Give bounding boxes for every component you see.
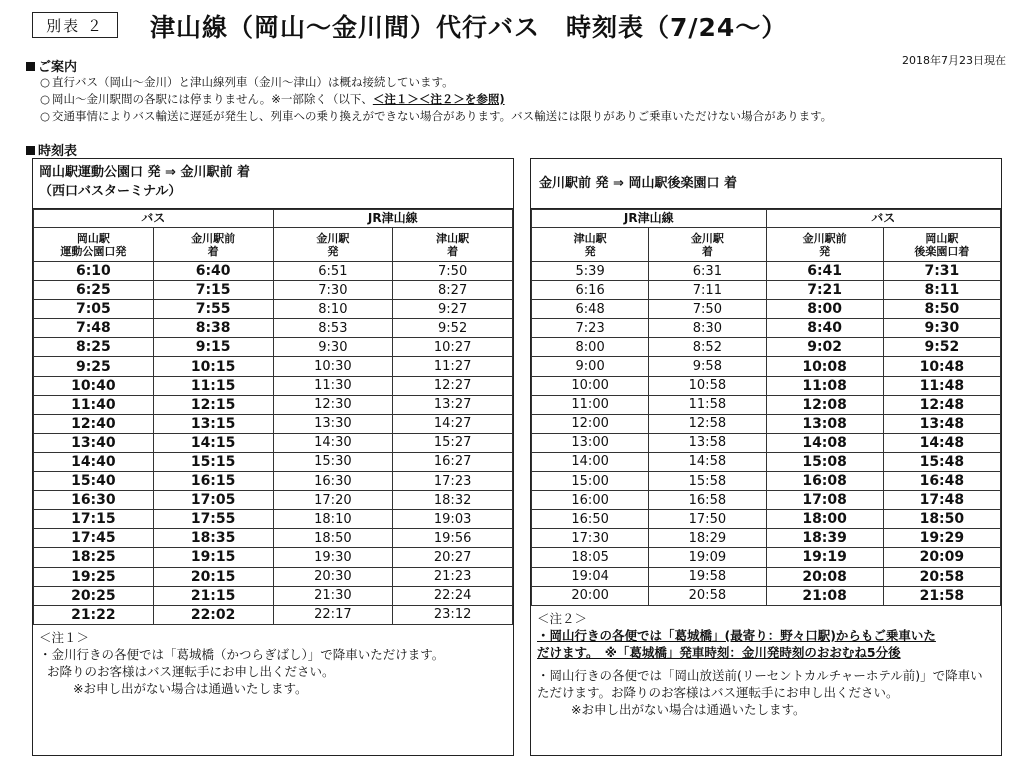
table-row [34, 548, 513, 567]
time-cell: 10:40 [34, 376, 154, 395]
table-row [532, 472, 1001, 491]
time-cell: 11:08 [766, 376, 883, 395]
time-cell: 11:00 [532, 395, 649, 414]
time-cell: 10:15 [153, 357, 273, 376]
table-row [34, 395, 513, 414]
time-cell: 21:23 [393, 567, 513, 586]
time-cell: 6:51 [273, 262, 393, 281]
time-cell: 18:50 [883, 510, 1000, 529]
time-cell: 9:00 [532, 357, 649, 376]
time-cell: 19:03 [393, 510, 513, 529]
time-cell: 12:08 [766, 395, 883, 414]
table-row [34, 338, 513, 357]
table-row [34, 357, 513, 376]
table-row [532, 529, 1001, 548]
time-cell: 18:25 [34, 548, 154, 567]
time-cell: 18:39 [766, 529, 883, 548]
time-cell: 16:27 [393, 452, 513, 471]
inbound-timetable [531, 209, 1001, 606]
jr-group-header: JR津山線 [532, 210, 767, 228]
as-of-date: 2018年7月23日現在 [902, 54, 1006, 67]
time-cell: 17:45 [34, 529, 154, 548]
time-cell: 9:25 [34, 357, 154, 376]
time-cell: 14:48 [883, 433, 1000, 452]
table-row [34, 586, 513, 605]
time-cell: 13:40 [34, 433, 154, 452]
time-cell: 7:55 [153, 300, 273, 319]
time-cell: 7:31 [883, 262, 1000, 281]
column-header: 津山駅 発 [532, 228, 649, 262]
guide-line: ○ 交通事情によりバス輸送に遅延が発生し、列車への乗り換えができない場合があります。バス輸送には限りがありご乗車いただけない場合があります。 [40, 109, 833, 123]
table-row [34, 319, 513, 338]
time-cell: 6:40 [153, 262, 273, 281]
time-cell: 18:35 [153, 529, 273, 548]
table-row [532, 300, 1001, 319]
time-cell: 21:22 [34, 605, 154, 624]
time-cell: 6:16 [532, 281, 649, 300]
time-cell: 13:15 [153, 414, 273, 433]
note-reference-link: ＜注１＞＜注２＞を参照) [372, 92, 505, 106]
time-cell: 21:08 [766, 586, 883, 605]
time-cell: 10:30 [273, 357, 393, 376]
time-cell: 18:29 [649, 529, 766, 548]
time-cell: 13:08 [766, 414, 883, 433]
time-cell: 9:15 [153, 338, 273, 357]
time-cell: 14:40 [34, 452, 154, 471]
time-cell: 8:38 [153, 319, 273, 338]
time-cell: 19:56 [393, 529, 513, 548]
inbound-route-header: 金川駅前 発 ⇒ 岡山駅後楽園口 着 [531, 159, 1001, 209]
time-cell: 18:10 [273, 510, 393, 529]
table-row [34, 414, 513, 433]
table-row [34, 510, 513, 529]
time-cell: 8:11 [883, 281, 1000, 300]
appendix-badge: 別表 ２ [32, 12, 118, 38]
time-cell: 15:48 [883, 452, 1000, 471]
time-cell: 8:52 [649, 338, 766, 357]
guide-notes [40, 74, 1000, 125]
time-cell: 11:40 [34, 395, 154, 414]
time-cell: 8:53 [273, 319, 393, 338]
time-cell: 21:15 [153, 586, 273, 605]
time-cell: 20:09 [883, 548, 1000, 567]
table-row [34, 262, 513, 281]
square-bullet-icon [26, 146, 35, 155]
column-header: 金川駅前 発 [766, 228, 883, 262]
time-cell: 7:23 [532, 319, 649, 338]
page-title: 津山線（岡山～金川間）代行バス 時刻表（7/24～） [150, 13, 788, 42]
square-bullet-icon [26, 62, 35, 71]
time-cell: 10:27 [393, 338, 513, 357]
outbound-timetable-panel [32, 158, 514, 756]
time-cell: 14:15 [153, 433, 273, 452]
time-cell: 20:08 [766, 567, 883, 586]
time-cell: 13:27 [393, 395, 513, 414]
timetable-heading: 時刻表 [26, 140, 77, 159]
time-cell: 12:15 [153, 395, 273, 414]
time-cell: 19:19 [766, 548, 883, 567]
time-cell: 19:30 [273, 548, 393, 567]
time-cell: 18:50 [273, 529, 393, 548]
time-cell: 17:48 [883, 491, 1000, 510]
time-cell: 8:10 [273, 300, 393, 319]
time-cell: 13:30 [273, 414, 393, 433]
time-cell: 9:52 [883, 338, 1000, 357]
time-cell: 9:52 [393, 319, 513, 338]
time-cell: 12:00 [532, 414, 649, 433]
time-cell: 6:10 [34, 262, 154, 281]
time-cell: 18:32 [393, 491, 513, 510]
time-cell: 14:27 [393, 414, 513, 433]
time-cell: 11:48 [883, 376, 1000, 395]
table-row [532, 395, 1001, 414]
time-cell: 17:20 [273, 491, 393, 510]
time-cell: 19:09 [649, 548, 766, 567]
table-row [532, 452, 1001, 471]
time-cell: 22:02 [153, 605, 273, 624]
time-cell: 7:21 [766, 281, 883, 300]
time-cell: 19:15 [153, 548, 273, 567]
time-cell: 9:30 [273, 338, 393, 357]
time-cell: 13:58 [649, 433, 766, 452]
time-cell: 7:05 [34, 300, 154, 319]
time-cell: 17:23 [393, 472, 513, 491]
time-cell: 18:05 [532, 548, 649, 567]
outbound-route-header: 岡山駅運動公園口 発 ⇒ 金川駅前 着 （西口バスターミナル） [33, 159, 513, 209]
time-cell: 17:08 [766, 491, 883, 510]
column-header: 金川駅前 着 [153, 228, 273, 262]
note2: ＜注２＞ ・岡山行きの各便では「葛城橋」(最寄り：野々口駅)からもご乗車いた だけます。 ※「葛城橋」発車時刻：金川発時刻のおおむね5分後 ・岡山行きの各便では「岡山放送前(リーセントカルチャーホテル前)」で降車い ただけます。お降りのお客様はバス運転手にお申し出ください。 ※お申し出がない場合は通過いたします。 [537, 610, 983, 717]
time-cell: 16:30 [273, 472, 393, 491]
table-row [532, 338, 1001, 357]
table-row [34, 300, 513, 319]
table-row [532, 548, 1001, 567]
time-cell: 8:27 [393, 281, 513, 300]
time-cell: 16:08 [766, 472, 883, 491]
table-row [532, 433, 1001, 452]
time-cell: 15:40 [34, 472, 154, 491]
time-cell: 19:58 [649, 567, 766, 586]
time-cell: 17:30 [532, 529, 649, 548]
time-cell: 12:27 [393, 376, 513, 395]
time-cell: 12:48 [883, 395, 1000, 414]
table-row [34, 567, 513, 586]
time-cell: 17:55 [153, 510, 273, 529]
time-cell: 6:48 [532, 300, 649, 319]
time-cell: 16:00 [532, 491, 649, 510]
time-cell: 16:58 [649, 491, 766, 510]
time-cell: 22:17 [273, 605, 393, 624]
table-row [34, 529, 513, 548]
time-cell: 19:29 [883, 529, 1000, 548]
table-row [34, 605, 513, 624]
time-cell: 12:58 [649, 414, 766, 433]
time-cell: 20:58 [883, 567, 1000, 586]
time-cell: 9:58 [649, 357, 766, 376]
table-row [34, 491, 513, 510]
time-cell: 21:30 [273, 586, 393, 605]
time-cell: 14:00 [532, 452, 649, 471]
time-cell: 7:50 [649, 300, 766, 319]
note1: ＜注１＞ ・金川行きの各便では「葛城橋（かつらぎばし）」で降車いただけます。 お降りのお客様はバス運転手にお申し出ください。 ※お申し出がない場合は通過いたします。 [39, 629, 445, 696]
table-row [34, 376, 513, 395]
time-cell: 7:11 [649, 281, 766, 300]
column-header: 津山駅 着 [393, 228, 513, 262]
time-cell: 14:30 [273, 433, 393, 452]
time-cell: 19:04 [532, 567, 649, 586]
jr-group-header: JR津山線 [273, 210, 513, 228]
table-row [532, 357, 1001, 376]
column-header: 金川駅 着 [649, 228, 766, 262]
time-cell: 16:50 [532, 510, 649, 529]
outbound-timetable [33, 209, 513, 625]
time-cell: 9:02 [766, 338, 883, 357]
time-cell: 7:15 [153, 281, 273, 300]
table-row [532, 319, 1001, 338]
table-row [34, 452, 513, 471]
time-cell: 7:50 [393, 262, 513, 281]
time-cell: 10:58 [649, 376, 766, 395]
time-cell: 17:05 [153, 491, 273, 510]
time-cell: 6:25 [34, 281, 154, 300]
time-cell: 11:58 [649, 395, 766, 414]
time-cell: 14:58 [649, 452, 766, 471]
time-cell: 16:48 [883, 472, 1000, 491]
table-row [532, 567, 1001, 586]
time-cell: 9:27 [393, 300, 513, 319]
time-cell: 15:08 [766, 452, 883, 471]
time-cell: 14:08 [766, 433, 883, 452]
time-cell: 16:15 [153, 472, 273, 491]
time-cell: 18:00 [766, 510, 883, 529]
table-row [532, 376, 1001, 395]
table-row [532, 281, 1001, 300]
table-row [532, 510, 1001, 529]
time-cell: 7:48 [34, 319, 154, 338]
table-row [34, 433, 513, 452]
table-row [34, 281, 513, 300]
time-cell: 13:00 [532, 433, 649, 452]
time-cell: 15:27 [393, 433, 513, 452]
time-cell: 15:58 [649, 472, 766, 491]
time-cell: 7:30 [273, 281, 393, 300]
time-cell: 13:48 [883, 414, 1000, 433]
time-cell: 8:50 [883, 300, 1000, 319]
time-cell: 20:15 [153, 567, 273, 586]
time-cell: 12:30 [273, 395, 393, 414]
time-cell: 9:30 [883, 319, 1000, 338]
column-header: 金川駅 発 [273, 228, 393, 262]
inbound-timetable-panel [530, 158, 1002, 756]
guide-line: ○ 直行バス（岡山～金川）と津山線列車（金川～津山）は概ね接続しています。 [40, 75, 454, 89]
time-cell: 17:15 [34, 510, 154, 529]
bus-group-header: バス [766, 210, 1001, 228]
column-header: 岡山駅 後楽園口着 [883, 228, 1000, 262]
table-row [532, 586, 1001, 605]
time-cell: 20:25 [34, 586, 154, 605]
time-cell: 10:08 [766, 357, 883, 376]
time-cell: 20:00 [532, 586, 649, 605]
table-row [532, 414, 1001, 433]
time-cell: 8:00 [766, 300, 883, 319]
time-cell: 15:15 [153, 452, 273, 471]
guide-line: ○ 岡山～金川駅間の各駅には停まりません。※一部除く（以下、＜注１＞＜注２＞を参照) [40, 92, 505, 106]
bus-group-header: バス [34, 210, 274, 228]
time-cell: 10:00 [532, 376, 649, 395]
time-cell: 12:40 [34, 414, 154, 433]
time-cell: 20:27 [393, 548, 513, 567]
column-header: 岡山駅 運動公園口発 [34, 228, 154, 262]
time-cell: 8:40 [766, 319, 883, 338]
time-cell: 6:31 [649, 262, 766, 281]
time-cell: 22:24 [393, 586, 513, 605]
time-cell: 11:27 [393, 357, 513, 376]
table-row [34, 472, 513, 491]
time-cell: 6:41 [766, 262, 883, 281]
time-cell: 5:39 [532, 262, 649, 281]
time-cell: 8:00 [532, 338, 649, 357]
time-cell: 21:58 [883, 586, 1000, 605]
time-cell: 10:48 [883, 357, 1000, 376]
time-cell: 11:15 [153, 376, 273, 395]
time-cell: 23:12 [393, 605, 513, 624]
time-cell: 15:30 [273, 452, 393, 471]
time-cell: 15:00 [532, 472, 649, 491]
time-cell: 19:25 [34, 567, 154, 586]
time-cell: 20:58 [649, 586, 766, 605]
guide-heading: ご案内 [26, 56, 77, 75]
time-cell: 16:30 [34, 491, 154, 510]
table-row [532, 491, 1001, 510]
time-cell: 20:30 [273, 567, 393, 586]
table-row [532, 262, 1001, 281]
time-cell: 11:30 [273, 376, 393, 395]
time-cell: 8:30 [649, 319, 766, 338]
time-cell: 17:50 [649, 510, 766, 529]
time-cell: 8:25 [34, 338, 154, 357]
